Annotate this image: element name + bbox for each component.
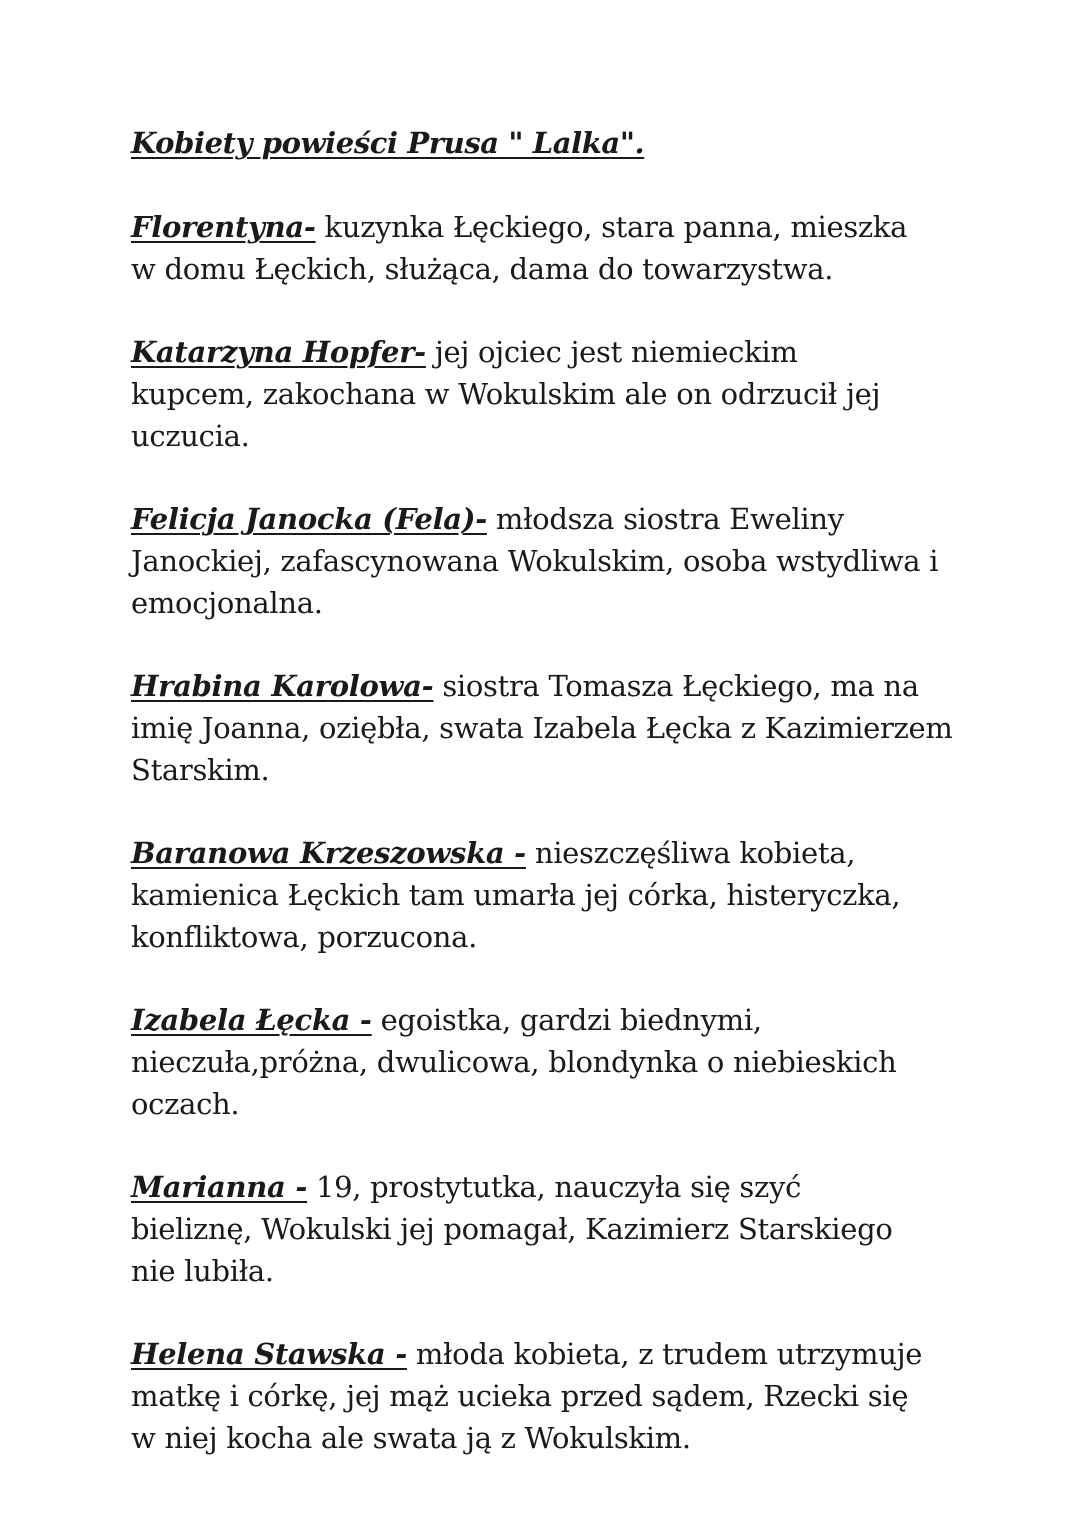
entry-name: Florentyna- xyxy=(131,210,316,244)
entry-description: kuzynka Łęckiego, stara panna, mieszka w domu Łęckich, służąca, dama do towarzystwa. xyxy=(131,210,908,286)
spacer xyxy=(131,1125,971,1166)
entry-description: młoda kobieta, z trudem utrzymuje matkę i córkę, jej mąż ucieka przed sądem, Rzecki się w niej kocha ale swata ją z Wokulskim. xyxy=(131,1337,923,1455)
entry-description: młodsza siostra Eweliny Janockiej, zafascynowana Wokulskim, osoba wstydliwa i emocjonalna. xyxy=(131,502,939,620)
entry-name: Izabela Łęcka - xyxy=(131,1003,372,1037)
entry-katarzyna-hopfer xyxy=(131,331,921,457)
entry-izabela-lecka xyxy=(131,999,911,1125)
entry-description: siostra Tomasza Łęckiego, ma na imię Joanna, oziębła, swata Izabela Łęcka z Kazimierzem Starskim. xyxy=(131,669,953,787)
entry-felicja-janocka xyxy=(131,498,966,624)
spacer xyxy=(131,624,971,665)
entry-helena-stawska xyxy=(131,1333,931,1459)
spacer xyxy=(131,791,971,832)
entry-name: Felicja Janocka (Fela)- xyxy=(131,502,487,536)
entry-name: Katarzyna Hopfer- xyxy=(131,335,426,369)
entry-name: Helena Stawska - xyxy=(131,1337,407,1371)
spacer xyxy=(131,958,971,999)
entry-name: Marianna - xyxy=(131,1170,308,1204)
spacer xyxy=(131,164,971,206)
entry-name: Hrabina Karolowa- xyxy=(131,669,434,703)
entry-description: 19, prostytutka, nauczyła się szyć bieliznę, Wokulski jej pomagał, Kazimierz Starskiego nie lubiła. xyxy=(131,1170,893,1288)
document-title: Kobiety powieści Prusa " Lalka". xyxy=(131,126,645,160)
spacer xyxy=(131,457,971,498)
entry-name: Baranowa Krzeszowska - xyxy=(131,836,526,870)
entry-marianna xyxy=(131,1166,931,1292)
entry-florentyna xyxy=(131,206,931,290)
entry-description: egoistka, gardzi biednymi, nieczuła,próżna, dwulicowa, blondynka o niebieskich oczach. xyxy=(131,1003,897,1121)
entry-description: nieszczęśliwa kobieta, kamienica Łęckich tam umarła jej córka, histeryczka, konfliktowa, porzucona. xyxy=(131,836,901,954)
entry-baranowa-krzeszowska xyxy=(131,832,911,958)
spacer xyxy=(131,1292,971,1333)
entry-description: jej ojciec jest niemieckim kupcem, zakochana w Wokulskim ale on odrzucił jej uczucia. xyxy=(131,335,881,453)
spacer xyxy=(131,290,971,331)
entry-hrabina-karolowa xyxy=(131,665,961,791)
document-page xyxy=(131,122,971,1459)
